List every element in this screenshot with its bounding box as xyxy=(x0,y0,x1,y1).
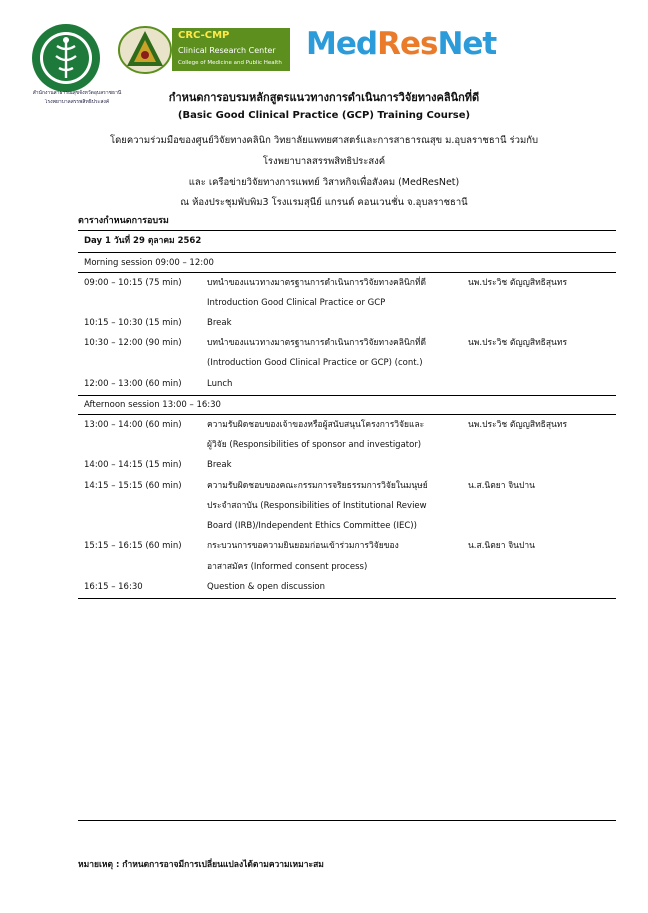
organizer-line-2: โรงพยาบาลสรรพสิทธิประสงค์ xyxy=(262,156,386,167)
speaker-cell: นพ.ประวิช ตัญญสิทธิสุนทร xyxy=(468,420,568,430)
topic-cell: กระบวนการขอความยินยอมก่อนเข้าร่วมการวิจัยของ xyxy=(207,541,399,551)
time-cell: 15:15 – 16:15 (60 min) xyxy=(84,541,182,551)
moph-caption-1: สำนักงานสาธารณสุขจังหวัดอุบลราชธานี xyxy=(32,90,122,96)
footer-note: หมายเหตุ : กำหนดการอาจมีการเปลี่ยนแปลงได้ตามความเหมาะสม xyxy=(78,860,324,870)
topic-cell: บทนำของแนวทางมาตรฐานการดำเนินการวิจัยทางคลินิกที่ดี xyxy=(207,338,426,348)
topic-cell: อาสาสมัคร (Informed consent process) xyxy=(207,562,368,572)
crc-subtitle: Clinical Research Center xyxy=(178,46,276,55)
speaker-cell: นพ.ประวิช ตัญญสิทธิสุนทร xyxy=(468,338,568,348)
crc-logo xyxy=(172,28,290,71)
topic-cell: Introduction Good Clinical Practice or GCP xyxy=(207,298,386,308)
crc-small-caption: College of Medicine and Public Health xyxy=(178,60,282,66)
time-cell: 12:00 – 13:00 (60 min) xyxy=(84,379,182,389)
time-cell: 16:15 – 16:30 xyxy=(84,582,143,592)
crc-title: CRC-CMP xyxy=(178,30,230,41)
speaker-cell: น.ส.นิตยา จินปาน xyxy=(468,541,535,551)
crc-emblem-logo xyxy=(118,26,172,74)
topic-cell: ความรับผิดชอบของคณะกรรมการจริยธรรมการวิจัยในมนุษย์ xyxy=(207,481,428,491)
topic-cell: Break xyxy=(207,318,232,328)
organizer-line-3: และ เครือข่ายวิจัยทางการแพทย์ วิสาหกิจเพื่อสังคม (MedResNet) xyxy=(188,177,460,188)
topic-cell: ความรับผิดชอบของเจ้าของหรือผู้สนับสนุนโครงการวิจัยและ xyxy=(207,420,425,430)
moph-seal-logo xyxy=(30,22,102,94)
day-label: Day 1 วันที่ 29 ตุลาคม 2562 xyxy=(84,236,202,246)
moph-caption-2: โรงพยาบาลสรรพสิทธิประสงค์ xyxy=(44,99,110,105)
course-title-th: กำหนดการอบรมหลักสูตรแนวทางการดำเนินการวิจัยทางคลินิกที่ดี xyxy=(168,91,480,104)
afternoon-session-label: Afternoon session 13:00 – 16:30 xyxy=(84,400,221,410)
medresnet-logo xyxy=(306,26,496,62)
course-title-en: (Basic Good Clinical Practice (GCP) Training Course) xyxy=(177,110,471,121)
topic-cell: ผู้วิจัย (Responsibilities of sponsor and investigator) xyxy=(207,440,422,450)
topic-cell: (Introduction Good Clinical Practice or GCP) (cont.) xyxy=(207,358,423,368)
topic-cell: ประจำสถาบัน (Responsibilities of Institutional Review xyxy=(207,501,427,511)
time-cell: 14:15 – 15:15 (60 min) xyxy=(84,481,182,491)
speaker-cell: น.ส.นิตยา จินปาน xyxy=(468,481,535,491)
time-cell: 14:00 – 14:15 (15 min) xyxy=(84,460,182,470)
footer-rule xyxy=(78,820,616,821)
time-cell: 09:00 – 10:15 (75 min) xyxy=(84,278,182,288)
topic-cell: Board (IRB)/Independent Ethics Committee (IEC)) xyxy=(207,521,417,531)
time-cell: 13:00 – 14:00 (60 min) xyxy=(84,420,182,430)
table-rule xyxy=(78,598,616,599)
time-cell: 10:30 – 12:00 (90 min) xyxy=(84,338,182,348)
venue-line: ณ ห้องประชุมพับพิม3 โรงแรมสุนีย์ แกรนด์ คอนเวนชั่น จ.อุบลราชธานี xyxy=(180,197,468,208)
speaker-cell: นพ.ประวิช ตัญญสิทธิสุนทร xyxy=(468,278,568,288)
medresnet-part-net: Net xyxy=(437,26,497,62)
topic-cell: Break xyxy=(207,460,232,470)
topic-cell: Lunch xyxy=(207,379,233,389)
schedule-label: ตารางกำหนดการอบรม xyxy=(78,216,169,226)
topic-cell: Question & open discussion xyxy=(207,582,326,592)
time-cell: 10:15 – 10:30 (15 min) xyxy=(84,318,182,328)
medresnet-part-med: Med xyxy=(306,26,378,62)
organizer-line-1: โดยความร่วมมือของศูนย์วิจัยทางคลินิก วิทยาลัยแพทยศาสตร์และการสาธารณสุข ม.อุบลราชธานี ร่วมกับ xyxy=(110,135,538,146)
morning-session-label: Morning session 09:00 – 12:00 xyxy=(84,258,214,268)
topic-cell: บทนำของแนวทางมาตรฐานการดำเนินการวิจัยทางคลินิกที่ดี xyxy=(207,278,426,288)
medresnet-part-res: Res xyxy=(377,26,438,62)
